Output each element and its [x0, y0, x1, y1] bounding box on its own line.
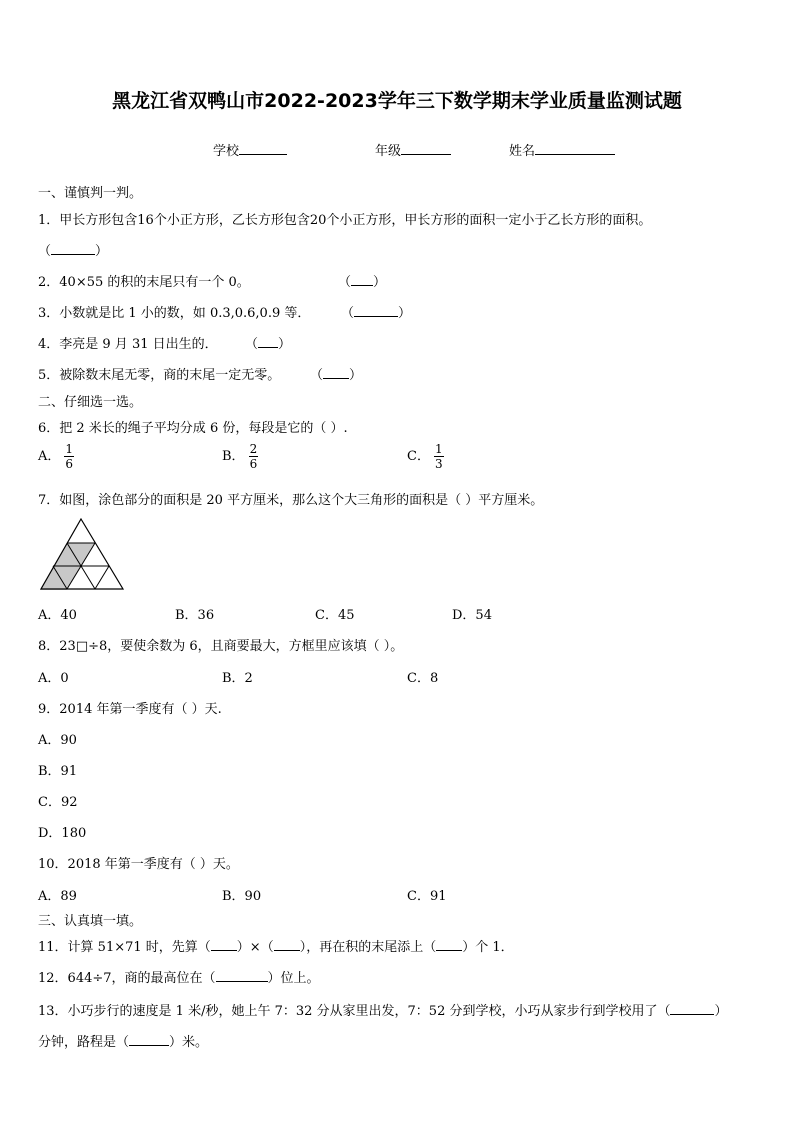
- page-title: 黑龙江省双鸭山市2022-2023学年三下数学期末学业质量监测试题: [112, 90, 682, 112]
- option-c[interactable]: C．45: [315, 608, 355, 623]
- option-b[interactable]: B．90: [222, 889, 262, 904]
- option-d[interactable]: D．180: [38, 826, 87, 841]
- option-b[interactable]: B．36: [175, 608, 215, 623]
- option-a[interactable]: A．0: [38, 671, 69, 686]
- option-a[interactable]: A． $\frac{1}{6}$: [38, 442, 74, 471]
- grade-label: 年级: [375, 144, 402, 159]
- option-a[interactable]: A．89: [38, 889, 77, 904]
- question-12: 12．644÷7，商的最高位在（ ）位上。: [38, 971, 320, 986]
- fraction: $\frac{1}{3}$: [434, 442, 443, 471]
- answer-blank[interactable]: [258, 335, 278, 348]
- name-blank[interactable]: [535, 141, 615, 155]
- option-c[interactable]: C．8: [407, 671, 439, 686]
- question-6: 6．把 2 米长的绳子平均分成 6 份，每段是它的（ ）.: [38, 421, 348, 436]
- fraction: $\frac{2}{6}$: [249, 442, 258, 471]
- answer-blank[interactable]: [274, 938, 300, 951]
- option-b[interactable]: B． $\frac{2}{6}$: [222, 442, 258, 471]
- answer-blank[interactable]: [211, 938, 237, 951]
- question-7: 7．如图，涂色部分的面积是 20 平方厘米，那么这个大三角形的面积是（ ）平方厘米。: [38, 493, 544, 508]
- fraction: $\frac{1}{6}$: [65, 442, 74, 471]
- question-2: 2．40×55 的积的末尾只有一个 0。 （ ）: [38, 275, 387, 290]
- answer-blank[interactable]: [670, 1002, 714, 1015]
- option-a[interactable]: A．90: [38, 733, 77, 748]
- section-heading-1: 一、谨慎判一判。: [38, 186, 143, 201]
- question-11: 11．计算 51×71 时，先算（ ）×（ ），再在积的末尾添上（ ）个 1．: [38, 940, 514, 955]
- name-field: [509, 140, 615, 159]
- question-5: 5．被除数末尾无零，商的末尾一定无零。 （ ）: [38, 368, 363, 383]
- answer-blank[interactable]: [323, 366, 349, 379]
- question-1-answer: （ ）: [38, 244, 109, 259]
- section-heading-3: 三、认真填一填。: [38, 914, 143, 929]
- school-blank[interactable]: [239, 141, 287, 155]
- option-b[interactable]: B．91: [38, 764, 78, 779]
- question-10: 10．2018 年第一季度有（ ）天。: [38, 857, 239, 872]
- option-c[interactable]: C．91: [407, 889, 447, 904]
- answer-blank[interactable]: [354, 304, 398, 317]
- question-4: 4．李亮是 9 月 31 日出生的． （ ）: [38, 337, 292, 352]
- school-label: 学校: [213, 144, 240, 159]
- question-9: 9．2014 年第一季度有（ ）天.: [38, 702, 222, 717]
- answer-blank[interactable]: [216, 969, 268, 982]
- grid-line: [95, 566, 109, 589]
- option-a[interactable]: A．40: [38, 608, 77, 623]
- question-1: 1．甲长方形包含16个小正方形，乙长方形包含20个小正方形，甲长方形的面积一定小于乙长方形的面积。: [38, 213, 652, 228]
- question-13-cont: 分钟，路程是（ ）米。: [38, 1035, 209, 1050]
- question-3: 3．小数就是比 1 小的数，如 0.3,0.6,0.9 等． （ ）: [38, 306, 412, 321]
- question-13: 13．小巧步行的速度是 1 米/秒，她上午 7：32 分从家里出发，7：52 分到学校，小巧从家步行到学校用了（ ）: [38, 1004, 728, 1019]
- answer-blank[interactable]: [436, 938, 462, 951]
- option-c[interactable]: C． $\frac{1}{3}$: [407, 442, 443, 471]
- school-field: [213, 140, 287, 159]
- grade-blank[interactable]: [401, 141, 451, 155]
- option-c[interactable]: C．92: [38, 795, 78, 810]
- triangle-figure: [40, 518, 126, 590]
- grade-field: [375, 140, 451, 159]
- answer-blank[interactable]: [129, 1033, 169, 1046]
- name-label: 姓名: [509, 144, 536, 159]
- question-8: 8．23□÷8，要使余数为 6，且商要最大，方框里应该填（ ）。: [38, 639, 404, 654]
- section-heading-2: 二、仔细选一选。: [38, 395, 143, 410]
- option-d[interactable]: D．54: [452, 608, 492, 623]
- answer-blank[interactable]: [51, 242, 95, 255]
- answer-blank[interactable]: [351, 273, 373, 286]
- option-b[interactable]: B．2: [222, 671, 253, 686]
